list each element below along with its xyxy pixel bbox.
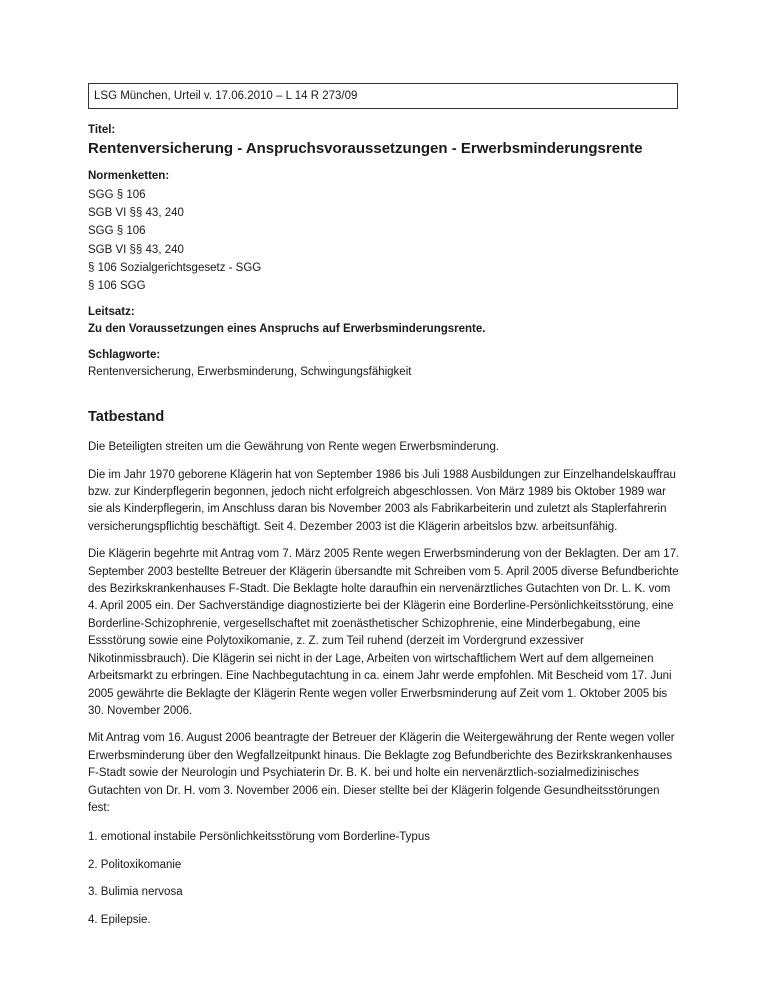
norm-item: SGG § 106 <box>88 189 146 201</box>
norm-item: § 106 SGG <box>88 280 146 293</box>
normenketten-list <box>88 186 680 295</box>
diagnosis-item: 2. Politoxikomanie <box>88 858 182 871</box>
schlagworte-text: Rentenversicherung, Erwerbsminderung, Schwingungsfähigkeit <box>88 366 412 379</box>
norm-item: SGB VI §§ 43, 240 <box>88 207 184 220</box>
leitsatz-text: Zu den Voraussetzungen eines Anspruchs auf Erwerbsminderungsrente. <box>88 323 486 336</box>
document-content <box>88 123 680 929</box>
tatbestand-paragraph: Mit Antrag vom 16. August 2006 beantragte der Betreuer der Klägerin die Weitergewährung der Rente wegen voller Erwerbsminderung über den Wegfallzeitpunkt hinaus. Die Beklagte zog Befundberichte des Bezirkskrankenhauses F-Stadt sowie der Neurologin und Psychiaterin Dr. B. K. bei und holte ein nervenärztlich-sozialmedizinisches Gutachten von Dr. H. vom 3. November 2006 ein. Dieser stellte bei der Klägerin folgende Gesundheitsstörungen fest: <box>88 732 675 814</box>
diagnosis-item: 4. Epilepsie. <box>88 913 151 926</box>
leitsatz-label: Leitsatz: <box>88 306 135 319</box>
tatbestand-paragraph: Die Beteiligten streiten um die Gewährung von Rente wegen Erwerbsminderung. <box>88 441 500 454</box>
citation-box: LSG München, Urteil v. 17.06.2010 – L 14 R 273/09 <box>88 83 678 109</box>
tatbestand-paragraph: Die im Jahr 1970 geborene Klägerin hat von September 1986 bis Juli 1988 Ausbildungen zur Einzelhandelskauffrau bzw. zur Kinderpflegerin begonnen, jedoch nicht erfolgreich abgeschlossen. Von März 1989 bis Oktober 1989 war sie als Kinderpflegerin, im Anschluss daran bis November 2003 als Fabrikarbeiterin und zuletzt als Staplerfahrerin versicherungspflichtig beschäftigt. Seit 4. Dezember 2003 ist die Klägerin arbeitslos bzw. arbeitsunfähig. <box>88 468 676 533</box>
diagnosis-item: 1. emotional instabile Persönlichkeitsstörung vom Borderline-Typus <box>88 831 430 844</box>
schlagworte-label: Schlagworte: <box>88 349 161 362</box>
title-label: Titel: <box>88 124 116 136</box>
tatbestand-heading: Tatbestand <box>88 409 165 426</box>
norm-item: SGB VI §§ 43, 240 <box>88 243 184 256</box>
diagnosis-item: 3. Bulimia nervosa <box>88 886 183 899</box>
norm-item: § 106 Sozialgerichtsgesetz - SGG <box>88 261 262 274</box>
tatbestand-paragraph: Die Klägerin begehrte mit Antrag vom 7. März 2005 Rente wegen Erwerbsminderung von der Beklagten. Der am 17. September 2003 bestellte Betreuer der Klägerin übersandte mit Schreiben vom 5. April 2005 diverse Befundberichte des Bezirkskrankenhauses F-Stadt. Die Beklagte holte daraufhin ein nervenärztliches Gutachten von Dr. L. K. vom 4. April 2005 ein. Der Sachverständige diagnostizierte bei der Klägerin eine Borderline-Persönlichkeitsstörung, eine Borderline-Schizophrenie, vergesellschaftet mit zoenästhetischer Schizophrenie, eine Minderbegabung, eine Essstörung sowie eine Polytoxikomanie, z. Z. zum Teil ruhend (derzeit im Vordergrund exzessiver Nikotinmissbrauch). Die Klägerin sei nicht in der Lage, Arbeiten von wirtschaftlichem Wert auf dem allgemeinen Arbeitsmarkt zu erbringen. Eine Nachbegutachtung in ca. einem Jahr werde empfohlen. Mit Bescheid vom 17. Juni 2005 gewährte die Beklagte der Klägerin Rente wegen voller Erwerbsminderung auf Zeit vom 1. Oktober 2005 bis 30. November 2006. <box>88 548 680 717</box>
normenketten-label: Normenketten: <box>88 170 170 182</box>
norm-item: SGG § 106 <box>88 225 146 238</box>
document-title: Rentenversicherung - Anspruchsvoraussetzungen - Erwerbsminderungsrente <box>88 140 643 157</box>
